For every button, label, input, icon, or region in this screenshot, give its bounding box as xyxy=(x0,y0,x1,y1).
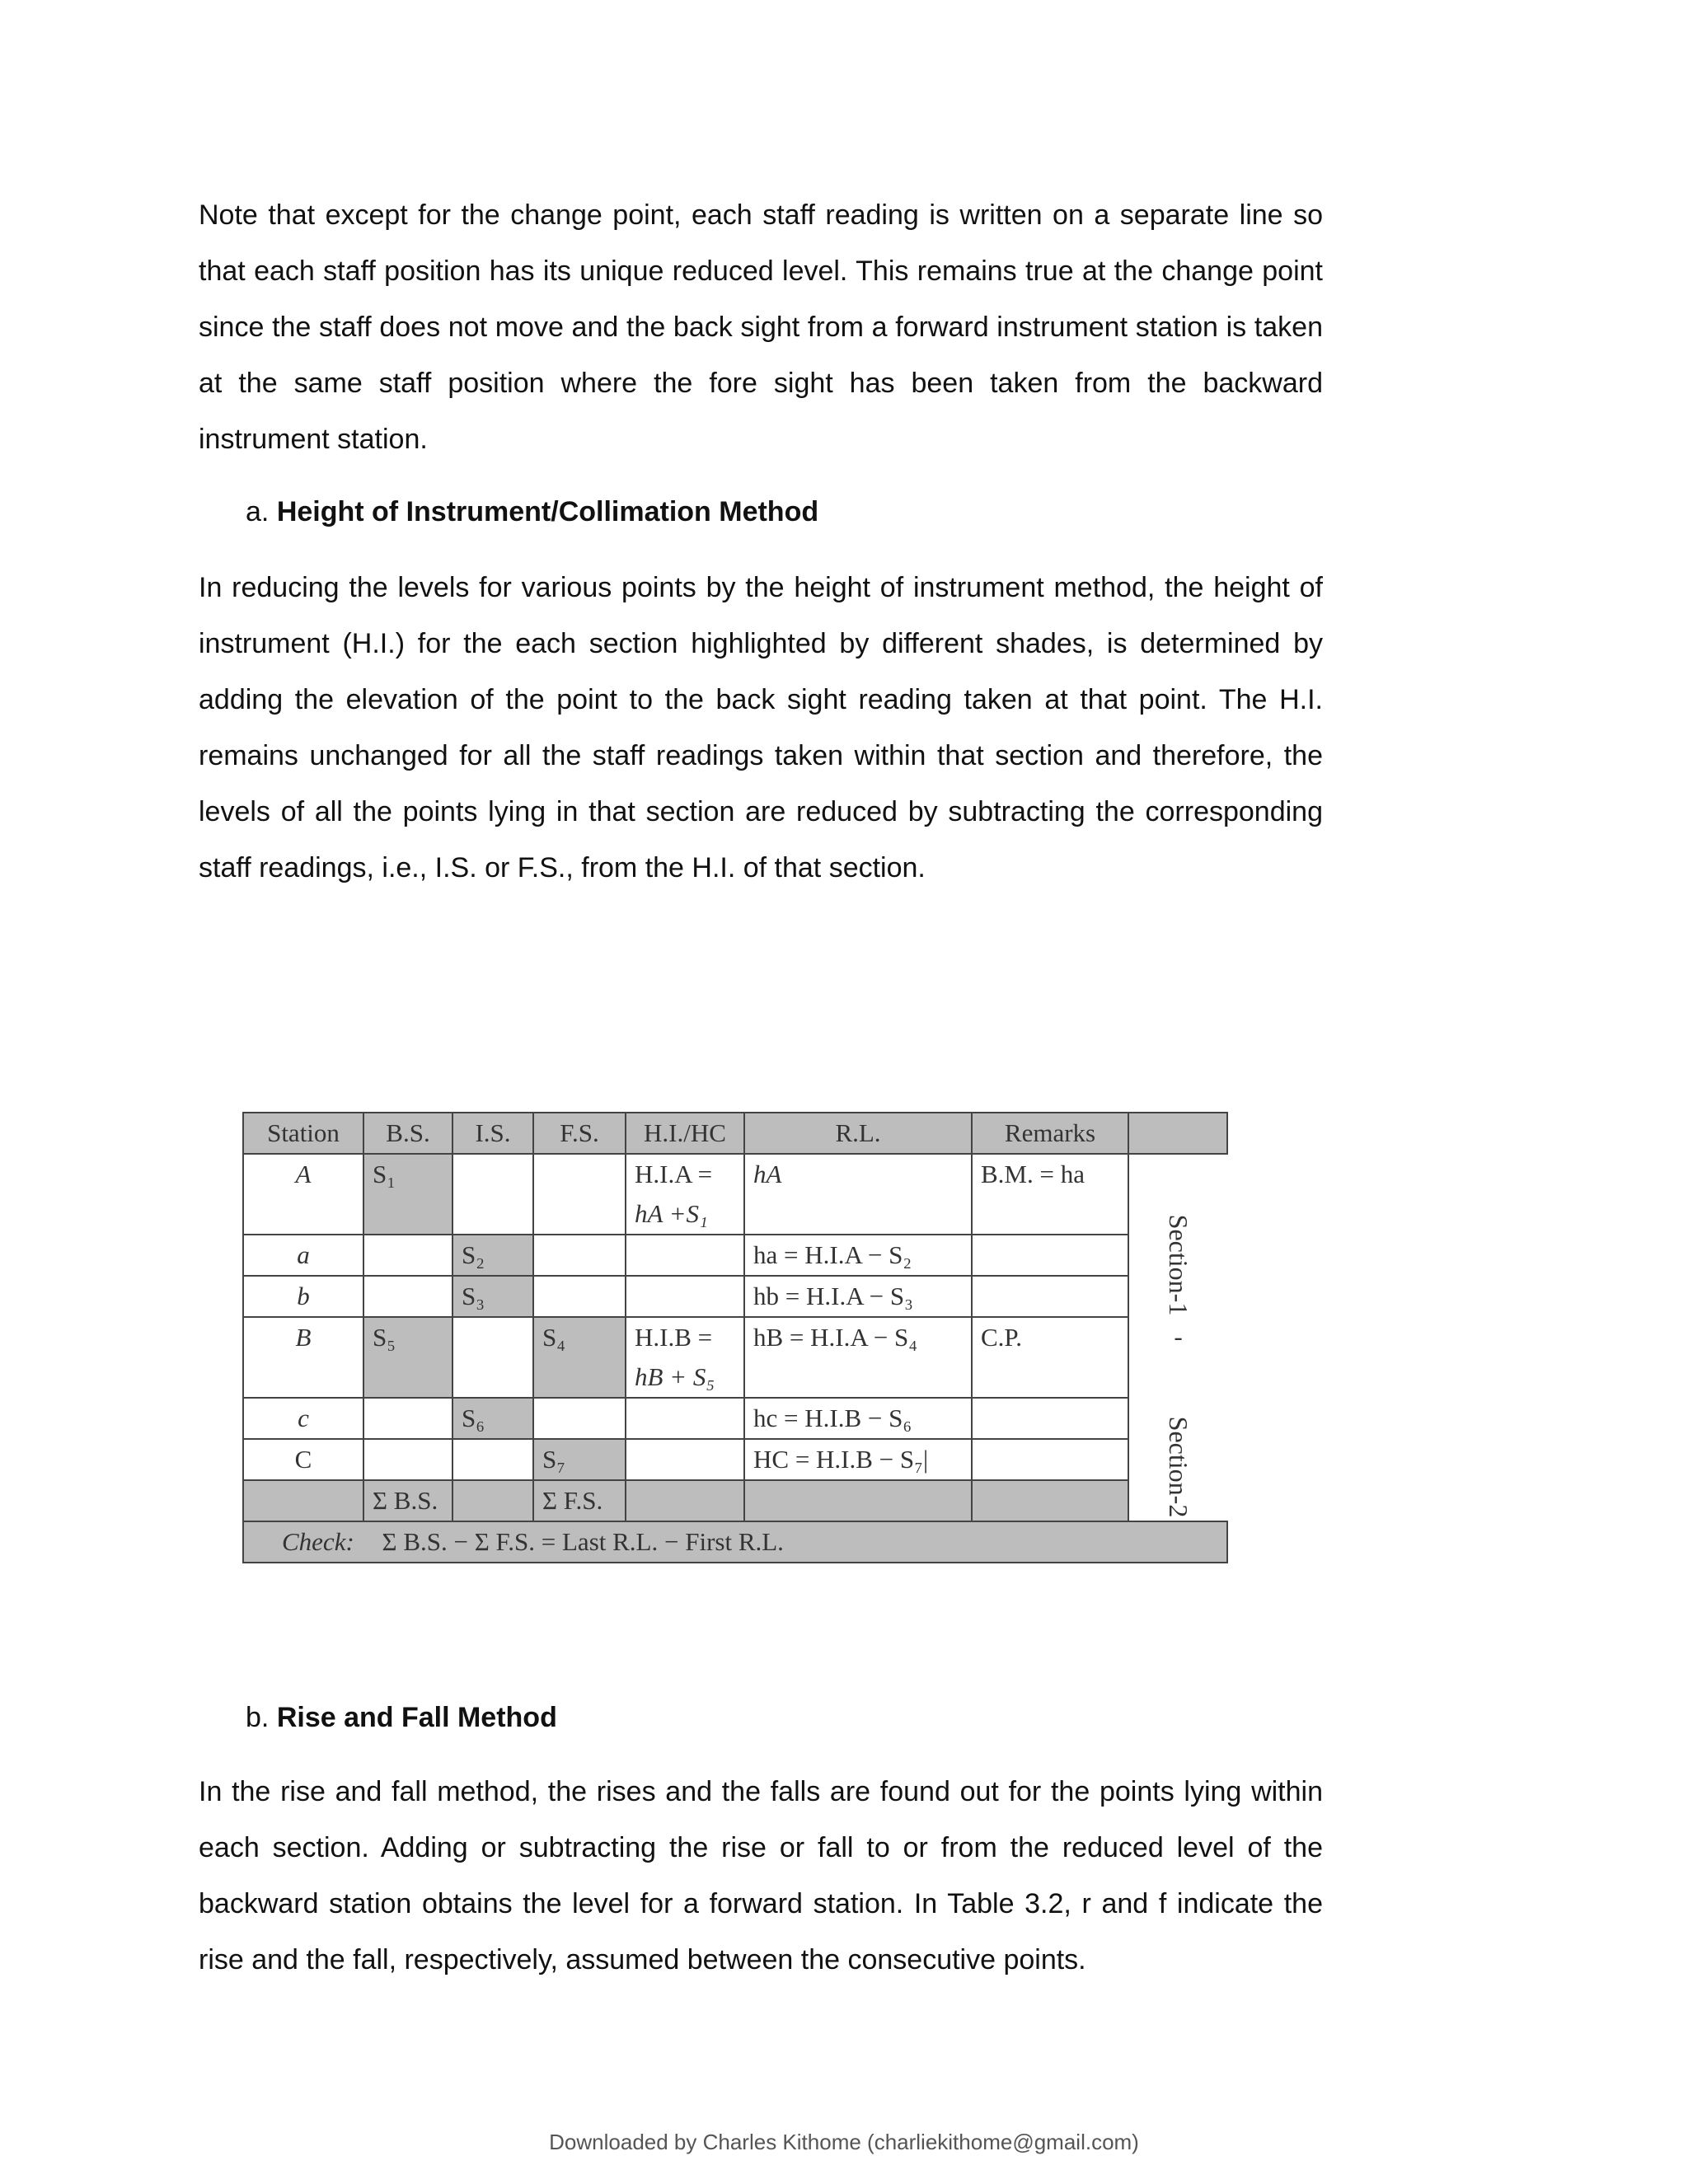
cell-station: B xyxy=(243,1317,363,1398)
header-section xyxy=(1128,1113,1227,1154)
cell-is: S₂ xyxy=(452,1235,533,1276)
heading-hi-method xyxy=(246,494,818,530)
totals-is xyxy=(452,1480,533,1521)
table-row xyxy=(243,1439,1227,1480)
totals-station xyxy=(243,1480,363,1521)
cell-rl: hA xyxy=(744,1154,972,1235)
cell-remarks: C.P. xyxy=(972,1317,1128,1398)
section-2-label: Section-2 xyxy=(1163,1416,1193,1518)
cell-is: S₆ xyxy=(452,1398,533,1439)
table-row xyxy=(243,1317,1227,1398)
cell-hi xyxy=(626,1398,744,1439)
heading-rise-fall xyxy=(246,1699,557,1736)
cell-remarks: B.M. = ha xyxy=(972,1154,1128,1235)
cell-bs xyxy=(363,1439,452,1480)
section-divider-cell xyxy=(1128,1317,1227,1398)
cell-rl: HC = H.I.B − S₇| xyxy=(744,1439,972,1480)
check-cell xyxy=(243,1521,1227,1563)
totals-hi xyxy=(626,1480,744,1521)
cell-hi xyxy=(626,1439,744,1480)
table-row xyxy=(243,1154,1227,1235)
cell-hi xyxy=(626,1317,744,1398)
section-2-cell xyxy=(1128,1398,1227,1521)
cell-fs: S₇ xyxy=(533,1439,626,1480)
heading-rf-prefix: b. xyxy=(246,1702,270,1733)
heading-hi-title: Height of Instrument/Collimation Method xyxy=(276,496,819,527)
cell-is xyxy=(452,1154,533,1235)
cell-remarks xyxy=(972,1398,1128,1439)
heading-hi-prefix: a. xyxy=(246,496,270,527)
cell-bs xyxy=(363,1276,452,1317)
table-row xyxy=(243,1276,1227,1317)
check-label: Check: xyxy=(282,1527,354,1556)
paragraph-rise-fall: In the rise and fall method, the rises and the falls are found out for the points lying within each section. Adding or subtracting the rise or fall to or from the reduced level of the backward station obtains the level for a forward station. In Table 3.2, r and f indicate the rise and the fall, respectively, assumed between the consecutive points. xyxy=(199,1776,1323,1975)
header-hi: H.I./HC xyxy=(626,1113,744,1154)
cell-hi xyxy=(626,1235,744,1276)
cell-bs: S₅ xyxy=(363,1317,452,1398)
download-footer: Downloaded by Charles Kithome (charliekithome@gmail.com) xyxy=(549,2130,1139,2154)
cell-is xyxy=(452,1439,533,1480)
cell-fs xyxy=(533,1154,626,1235)
cell-is xyxy=(452,1317,533,1398)
cell-rl: ha = H.I.A − S₂ xyxy=(744,1235,972,1276)
check-row xyxy=(243,1521,1227,1563)
header-remarks: Remarks xyxy=(972,1113,1128,1154)
cell-rl: hc = H.I.B − S₆ xyxy=(744,1398,972,1439)
section-1-cell xyxy=(1128,1154,1227,1317)
totals-remarks xyxy=(972,1480,1128,1521)
paragraph-change-point: Note that except for the change point, each staff reading is written on a separate line so that each staff position has its unique reduced level. This remains true at the change point since the staff does not move and the back sight from a forward instrument station is taken at the same staff position where the fore sight has been taken from the backward instrument station. xyxy=(199,199,1323,455)
cell-hi-line2: hA +S₁ xyxy=(635,1199,708,1228)
cell-hi-line1: H.I.B = xyxy=(635,1323,713,1352)
totals-row xyxy=(243,1480,1227,1521)
cell-station: a xyxy=(243,1235,363,1276)
cell-fs xyxy=(533,1398,626,1439)
cell-hi-line1: H.I.A = xyxy=(635,1160,713,1188)
table-row xyxy=(243,1235,1227,1276)
cell-station: b xyxy=(243,1276,363,1317)
cell-station: A xyxy=(243,1154,363,1235)
cell-fs: S₄ xyxy=(533,1317,626,1398)
table-row xyxy=(243,1398,1227,1439)
header-station: Station xyxy=(243,1113,363,1154)
check-formula: Σ B.S. − Σ F.S. = Last R.L. − First R.L. xyxy=(382,1527,784,1556)
cell-station: c xyxy=(243,1398,363,1439)
cell-rl: hB = H.I.A − S₄ xyxy=(744,1317,972,1398)
totals-rl xyxy=(744,1480,972,1521)
section-divider: - xyxy=(1174,1322,1183,1351)
cell-hi-line2: hB + S₅ xyxy=(635,1362,715,1391)
section-1-label: Section-1 xyxy=(1163,1214,1193,1316)
totals-bs: Σ B.S. xyxy=(363,1480,452,1521)
cell-bs: S₁ xyxy=(363,1154,452,1235)
cell-fs xyxy=(533,1276,626,1317)
cell-hi xyxy=(626,1154,744,1235)
cell-hi xyxy=(626,1276,744,1317)
header-fs: F.S. xyxy=(533,1113,626,1154)
paragraph-hi-method: In reducing the levels for various points by the height of instrument method, the height of instrument (H.I.) for the each section highlighted by different shades, is determined by adding the elevation of the point to the back sight reading taken at that point. The H.I. remains unchanged for all the staff readings taken within that section and therefore, the levels of all the points lying in that section are reduced by subtracting the corresponding staff readings, i.e., I.S. or F.S., from the H.I. of that section. xyxy=(199,572,1323,883)
cell-remarks xyxy=(972,1439,1128,1480)
cell-remarks xyxy=(972,1235,1128,1276)
totals-fs: Σ F.S. xyxy=(533,1480,626,1521)
cell-is: S₃ xyxy=(452,1276,533,1317)
heading-rf-title: Rise and Fall Method xyxy=(276,1702,557,1733)
cell-rl: hb = H.I.A − S₃ xyxy=(744,1276,972,1317)
cell-fs xyxy=(533,1235,626,1276)
header-is: I.S. xyxy=(452,1113,533,1154)
level-book-table xyxy=(242,1112,1231,1606)
header-rl: R.L. xyxy=(744,1113,972,1154)
cell-bs xyxy=(363,1235,452,1276)
cell-station: C xyxy=(243,1439,363,1480)
table-header-row xyxy=(243,1113,1227,1154)
cell-remarks xyxy=(972,1276,1128,1317)
header-bs: B.S. xyxy=(363,1113,452,1154)
cell-bs xyxy=(363,1398,452,1439)
